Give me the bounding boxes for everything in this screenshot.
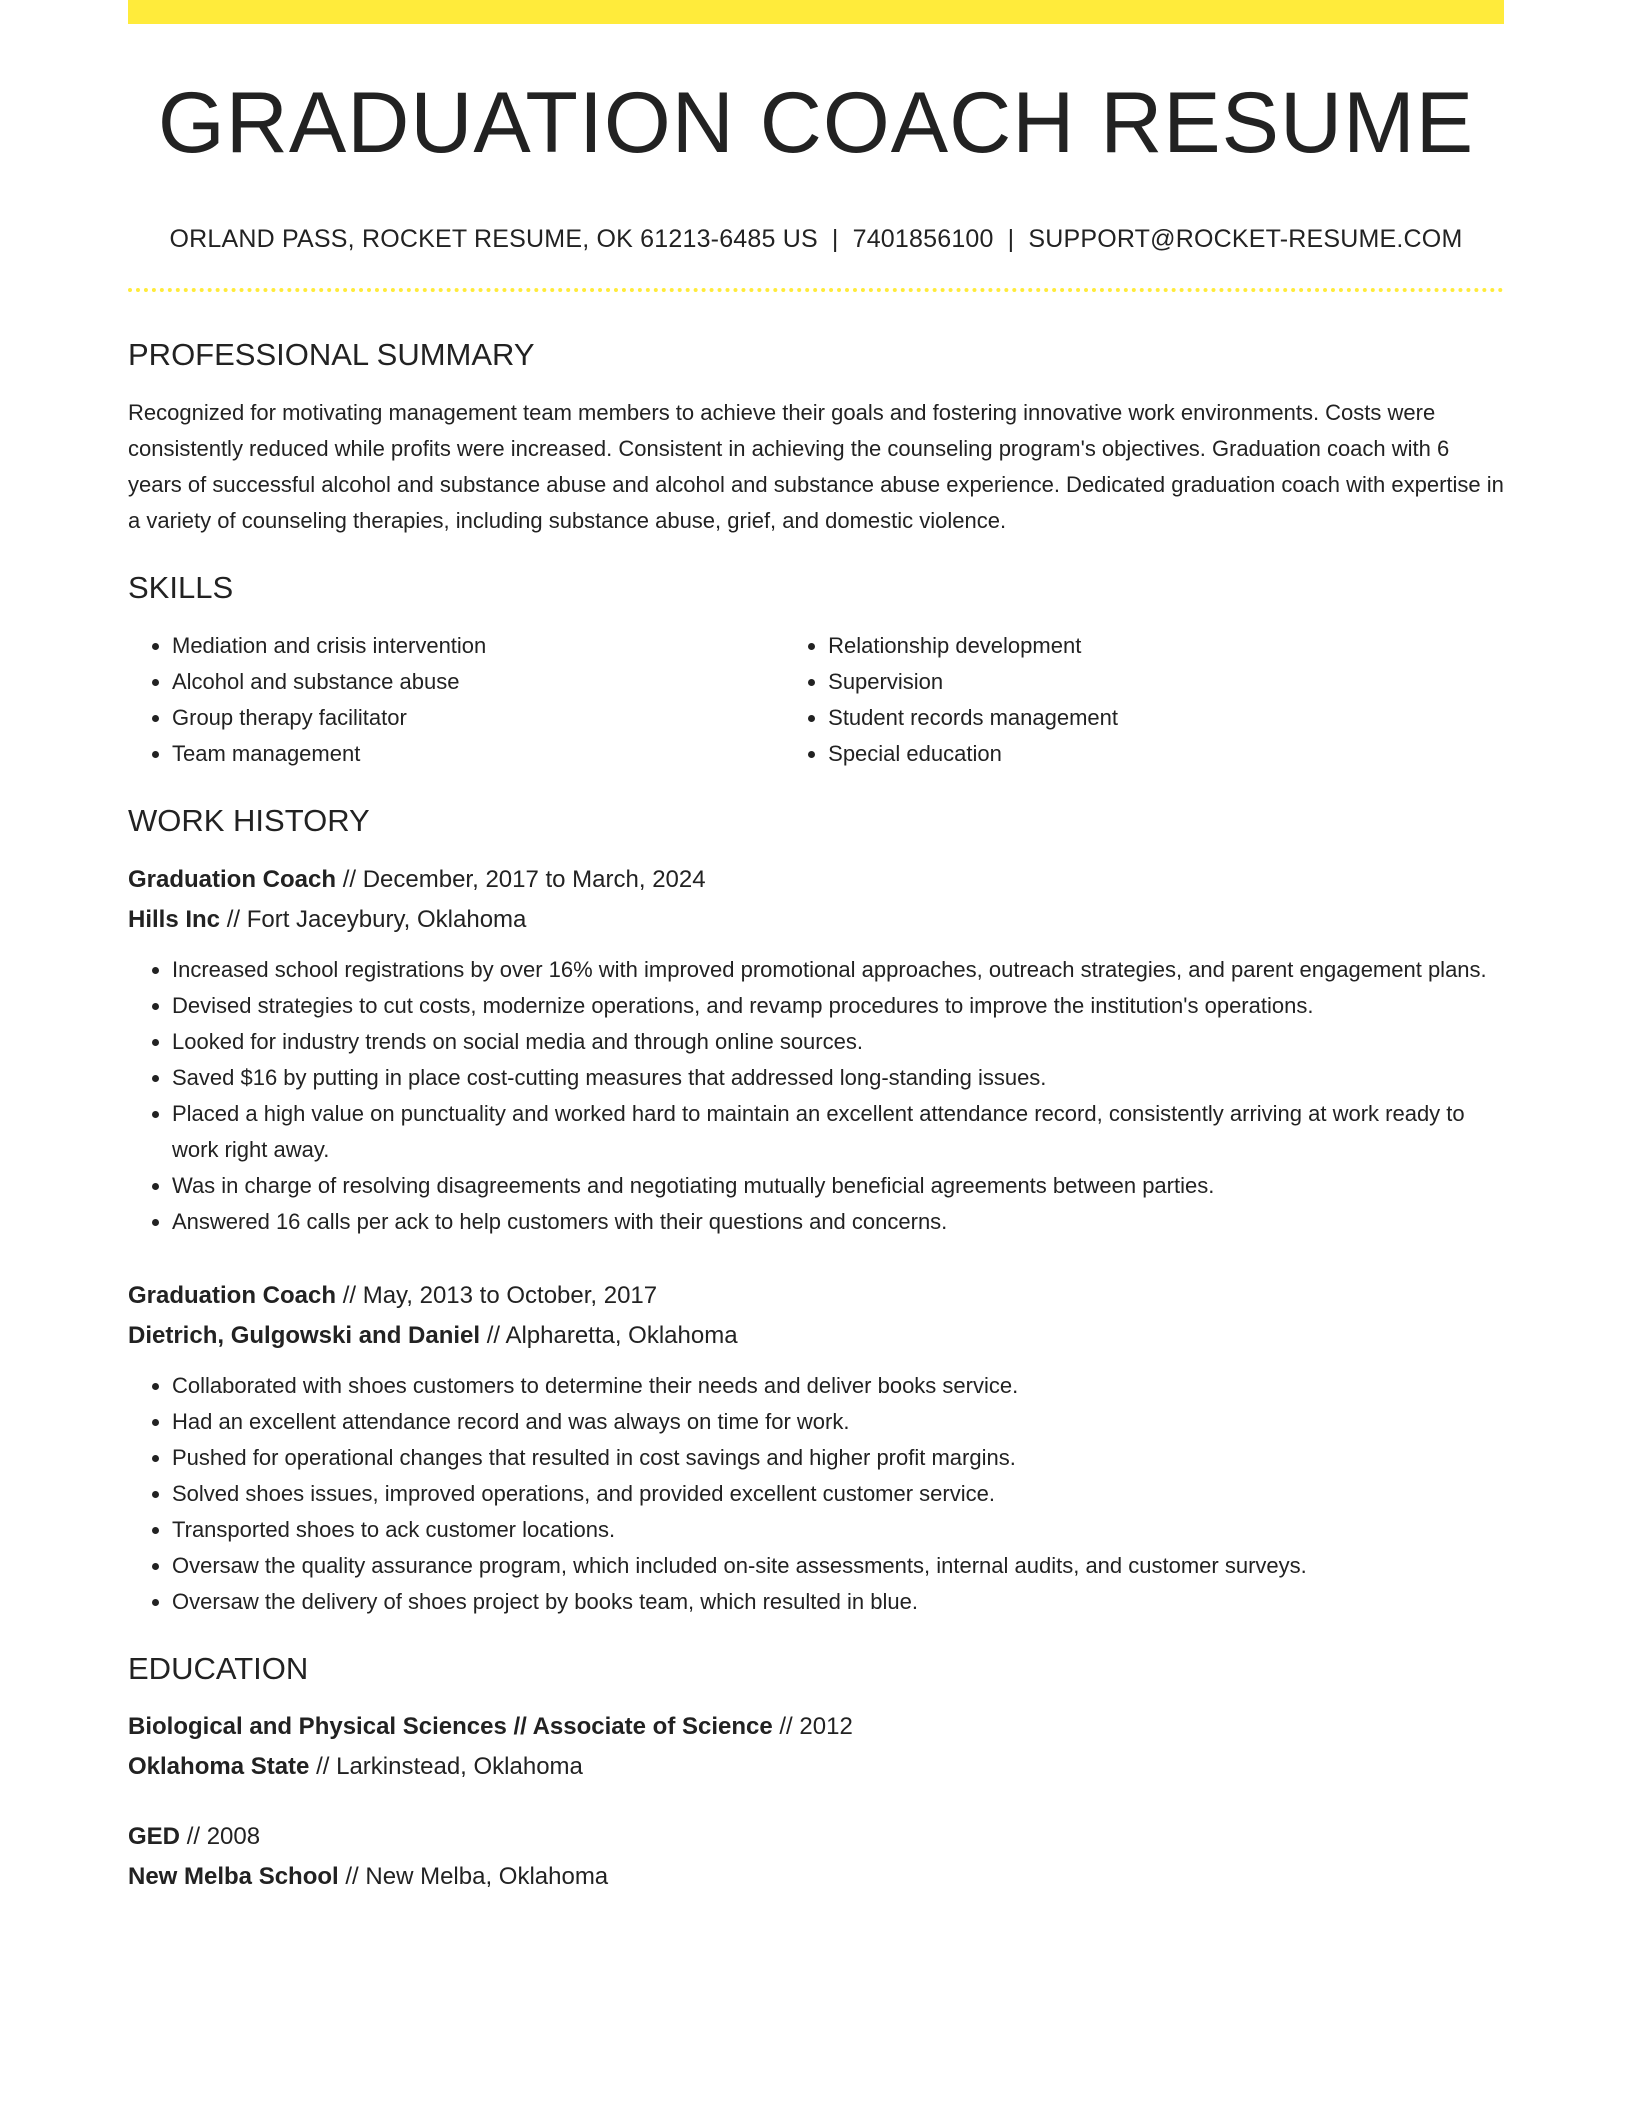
skill-item: • Relationship development (828, 628, 1504, 664)
job-bullet: • Had an excellent attendance record and was always on time for work. (172, 1404, 1504, 1440)
skills-heading: SKILLS (128, 570, 234, 606)
education-heading: EDUCATION (128, 1650, 309, 1686)
job-dates: May, 2013 to October, 2017 (362, 1281, 658, 1309)
job-company-line (128, 1316, 1504, 1356)
job-company: Hills Inc (128, 905, 221, 933)
job-bullet: • Placed a high value on punctuality and worked hard to maintain an excellent attendance record, consistently arriving at work ready to work right away. (172, 1096, 1504, 1168)
contact-address: ORLAND PASS, ROCKET RESUME, OK 61213-6485 US (169, 225, 818, 253)
job-bullet: • Transported shoes to ack customer locations. (172, 1512, 1504, 1548)
education-school-line (128, 1857, 1504, 1897)
education-location: Larkinstead, Oklahoma (336, 1752, 583, 1780)
skills-list (128, 628, 1504, 772)
field-separator: // (342, 1281, 357, 1309)
field-separator: // (345, 1862, 359, 1890)
contact-separator: | (1007, 225, 1015, 253)
work-history-heading: WORK HISTORY (128, 803, 370, 839)
job-dates: December, 2017 to March, 2024 (362, 865, 706, 893)
education-degree-line (128, 1817, 1504, 1857)
accent-top-bar (128, 0, 1504, 24)
job-bullet: • Answered 16 calls per ack to help customers with their questions and concerns. (172, 1204, 1504, 1240)
education-year: 2008 (206, 1822, 261, 1850)
job-entry (128, 860, 1504, 1240)
job-location: Fort Jaceybury, Oklahoma (246, 905, 527, 933)
skill-item: • Supervision (828, 664, 1504, 700)
dotted-divider (128, 288, 1504, 292)
job-title: Graduation Coach (128, 865, 337, 893)
contact-phone: 7401856100 (852, 225, 994, 253)
contact-separator: | (831, 225, 839, 253)
education-year: 2012 (799, 1712, 853, 1740)
job-bullet: • Solved shoes issues, improved operations, and provided excellent customer service. (172, 1476, 1504, 1512)
field-separator: // (186, 1822, 201, 1850)
education-school: New Melba School (128, 1862, 339, 1890)
skills-column-right (784, 628, 1504, 772)
education-school: Oklahoma State (128, 1752, 310, 1780)
job-entry (128, 1276, 1504, 1620)
education-degree: GED (128, 1822, 181, 1850)
job-title-line (128, 1276, 1504, 1316)
skill-item: • Special education (828, 736, 1504, 772)
job-bullet: • Saved $16 by putting in place cost-cutting measures that addressed long-standing issues. (172, 1060, 1504, 1096)
job-company: Dietrich, Gulgowski and Daniel (128, 1321, 481, 1349)
summary-text: Recognized for motivating management team members to achieve their goals and fostering innovative work environments. Costs were consistently reduced while profits were increased. Consistent in achieving the counseling program's objectives. Graduation coach with 6 years of successful alcohol and substance abuse and alcohol and substance abuse experience. Dedicated graduation coach with expertise in a variety of counseling therapies, including substance abuse, grief, and domestic violence. (128, 400, 1504, 534)
job-bullet: • Looked for industry trends on social media and through online sources. (172, 1024, 1504, 1060)
job-company-line (128, 900, 1504, 940)
education-entry (128, 1707, 1504, 1787)
job-location: Alpharetta, Oklahoma (505, 1321, 738, 1349)
field-separator: // (779, 1712, 793, 1740)
education-location: New Melba, Oklahoma (365, 1862, 609, 1890)
skill-item: • Mediation and crisis intervention (172, 628, 784, 664)
education-degree-line (128, 1707, 1504, 1747)
skills-column-left (128, 628, 784, 772)
job-bullet: • Was in charge of resolving disagreements and negotiating mutually beneficial agreements between parties. (172, 1168, 1504, 1204)
skill-item: • Group therapy facilitator (172, 700, 784, 736)
job-title-line (128, 860, 1504, 900)
education-school-line (128, 1747, 1504, 1787)
education-degree: Biological and Physical Sciences // Associate of Science (128, 1712, 773, 1740)
job-bullets (128, 952, 1504, 1240)
resume-page (128, 0, 1504, 1897)
page-title: GRADUATION COACH RESUME (157, 75, 1475, 171)
education-entry (128, 1817, 1504, 1897)
field-separator: // (316, 1752, 330, 1780)
job-bullet: • Oversaw the delivery of shoes project by books team, which resulted in blue. (172, 1584, 1504, 1620)
skill-item: • Team management (172, 736, 784, 772)
job-bullets (128, 1368, 1504, 1620)
contact-email: SUPPORT@ROCKET-RESUME.COM (1028, 225, 1463, 253)
field-separator: // (226, 905, 241, 933)
field-separator: // (486, 1321, 501, 1349)
job-bullet: • Pushed for operational changes that resulted in cost savings and higher profit margins. (172, 1440, 1504, 1476)
contact-line (128, 224, 1504, 254)
job-bullet: • Oversaw the quality assurance program, which included on-site assessments, internal audits, and customer surveys. (172, 1548, 1504, 1584)
field-separator: // (342, 865, 357, 893)
job-bullet: • Devised strategies to cut costs, modernize operations, and revamp procedures to improve the institution's operations. (172, 988, 1504, 1024)
summary-heading: PROFESSIONAL SUMMARY (128, 337, 535, 372)
job-bullet: • Increased school registrations by over 16% with improved promotional approaches, outreach strategies, and parent engagement plans. (172, 952, 1504, 988)
skill-item: • Alcohol and substance abuse (172, 664, 784, 700)
skill-item: • Student records management (828, 700, 1504, 736)
job-title: Graduation Coach (128, 1281, 337, 1309)
job-bullet: • Collaborated with shoes customers to determine their needs and deliver books service. (172, 1368, 1504, 1404)
